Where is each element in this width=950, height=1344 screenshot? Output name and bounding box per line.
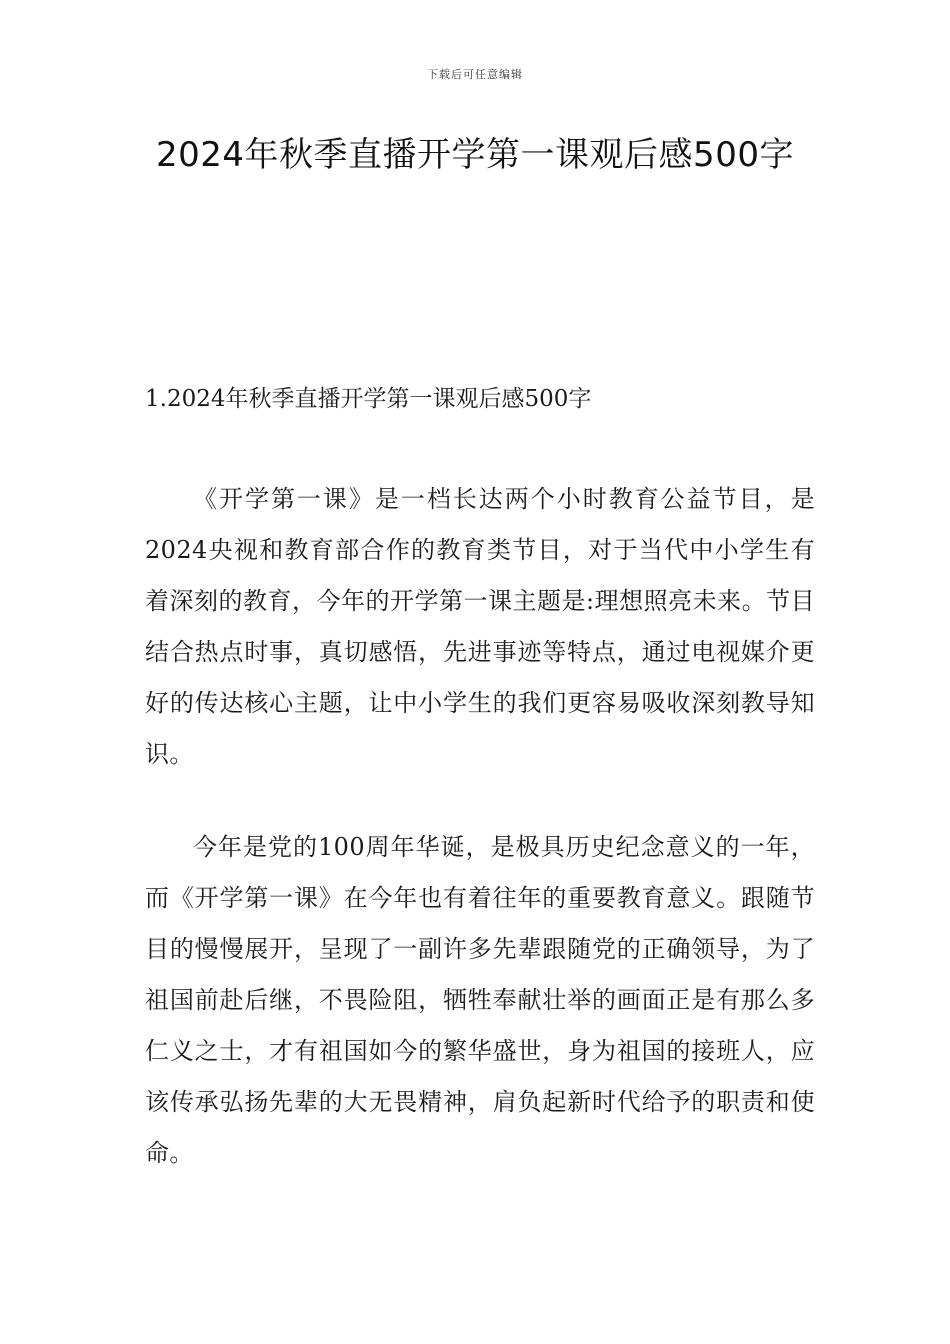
- header-note: 下载后可任意编辑: [427, 68, 523, 81]
- section-heading: 1.2024年秋季直播开学第一课观后感500字: [145, 386, 592, 412]
- document-title: 2024年秋季直播开学第一课观后感500字: [156, 135, 794, 175]
- body-paragraph-1: 《开学第一课》是一档长达两个小时教育公益节目，是2024央视和教育部合作的教育类节目，对于当代中小学生有着深刻的教育，今年的开学第一课主题是:理想照亮未来。节目结合热点时事，真切感悟，先进事迹等特点，通过电视媒介更好的传达核心主题，让中小学生的我们更容易吸收深刻教导知识。: [145, 485, 815, 768]
- body-paragraph-2: 今年是党的100周年华诞，是极具历史纪念意义的一年，而《开学第一课》在今年也有着往年的重要教育意义。跟随节目的慢慢展开，呈现了一副许多先辈跟随党的正确领导，为了祖国前赴后继，不畏险阻，牺牲奉献壮举的画面正是有那么多仁义之士，才有祖国如今的繁华盛世，身为祖国的接班人，应该传承弘扬先辈的大无畏精神，肩负起新时代给予的职责和使命。: [145, 833, 815, 1167]
